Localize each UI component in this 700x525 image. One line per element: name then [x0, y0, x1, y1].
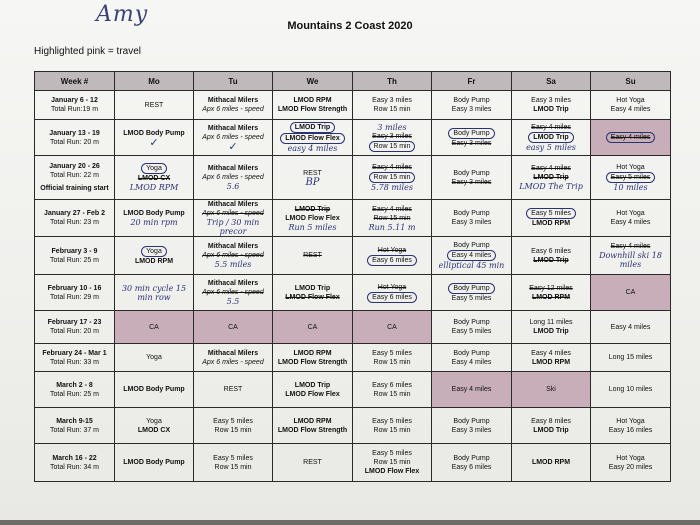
day-cell: Easy 4 miles LMOD RPM — [512, 344, 591, 372]
day-cell: Mithacal Milers Apx 6 miles - speed 5.6 — [194, 156, 273, 200]
table-row — [35, 91, 671, 120]
day-cell: Body Pump Easy 3 miles — [432, 120, 512, 156]
day-cell: CA — [194, 311, 273, 344]
day-cell: LMOD RPM LMOD Flow Strength — [273, 344, 353, 372]
training-schedule-table — [34, 71, 671, 482]
day-cell: Mithacal Milers Apx 6 miles - speed 5.5 — [194, 275, 273, 311]
day-cell: Easy 12 miles LMOD RPM — [512, 275, 591, 311]
table-row — [35, 344, 671, 372]
day-cell: Body Pump Easy 3 miles — [432, 91, 512, 120]
week-cell: January 27 - Feb 2 Total Run: 23 m — [35, 200, 115, 237]
day-cell: LMOD Trip LMOD Flow Flex Run 5 miles — [273, 200, 353, 237]
header-fr: Fr — [432, 72, 512, 91]
day-cell: CA — [273, 311, 353, 344]
day-cell: CA — [591, 275, 671, 311]
day-cell: LMOD Body Pump — [115, 372, 194, 408]
table-row — [35, 237, 671, 275]
table-row — [35, 408, 671, 444]
day-cell: Long 10 miles — [591, 372, 671, 408]
day-cell: Long 11 miles LMOD Trip — [512, 311, 591, 344]
day-cell: Easy 4 miles Row 15 min 5.78 miles — [353, 156, 432, 200]
week-cell: January 6 - 12 Total Run:19 m — [35, 91, 115, 120]
day-cell: LMOD Trip LMOD Flow Flex — [273, 275, 353, 311]
day-cell: Mithacal Milers Apx 6 miles - speed — [194, 344, 273, 372]
header-tu: Tu — [194, 72, 273, 91]
day-cell: REST — [194, 372, 273, 408]
day-cell: LMOD RPM LMOD Flow Strength — [273, 408, 353, 444]
header-week: Week # — [35, 72, 115, 91]
page-title: Mountains 2 Coast 2020 — [287, 20, 413, 32]
day-cell: Body Pump Easy 3 miles — [432, 200, 512, 237]
day-cell: Hot Yoga Easy 4 miles — [591, 200, 671, 237]
day-cell: CA — [353, 311, 432, 344]
day-cell: Easy 4 miles — [591, 311, 671, 344]
day-cell: REST — [115, 91, 194, 120]
day-cell: Body Pump Easy 4 miles elliptical 45 min — [432, 237, 512, 275]
day-cell: Mithacal Milers Apx 6 miles - speed Trip / 30 min precor — [194, 200, 273, 237]
header-mo: Mo — [115, 72, 194, 91]
legend-note: Highlighted pink = travel — [34, 46, 142, 57]
day-cell: Easy 5 miles Row 15 min — [194, 408, 273, 444]
day-cell: Hot Yoga Easy 5 miles 10 miles — [591, 156, 671, 200]
table-row — [35, 372, 671, 408]
day-cell: Easy 6 miles LMOD Trip — [512, 237, 591, 275]
day-cell: Easy 4 miles LMOD Trip easy 5 miles — [512, 120, 591, 156]
week-cell: March 9-15 Total Run: 37 m — [35, 408, 115, 444]
day-cell: Long 15 miles — [591, 344, 671, 372]
day-cell: Yoga LMOD CX — [115, 408, 194, 444]
checkmark-icon: ✓ — [149, 135, 159, 149]
table-row — [35, 200, 671, 237]
day-cell: Mithacal Milers Apx 6 miles - speed — [194, 91, 273, 120]
day-cell: Body Pump Easy 6 miles — [432, 444, 512, 482]
day-cell: LMOD Body Pump 20 min rpm — [115, 200, 194, 237]
day-cell: Easy 5 miles Row 15 min — [194, 444, 273, 482]
day-cell: Mithacal Milers Apx 6 miles - speed 5.5 miles — [194, 237, 273, 275]
table-row — [35, 120, 671, 156]
table-row — [35, 275, 671, 311]
day-cell: Easy 5 miles LMOD RPM — [512, 200, 591, 237]
day-cell: Easy 5 miles Row 15 min — [353, 344, 432, 372]
table-row — [35, 444, 671, 482]
day-cell: Easy 4 miles — [432, 372, 512, 408]
week-cell: March 2 - 8 Total Run: 25 m — [35, 372, 115, 408]
day-cell: Easy 4 miles Row 15 min Run 5.11 m — [353, 200, 432, 237]
day-cell: Hot Yoga Easy 20 miles — [591, 444, 671, 482]
header-su: Su — [591, 72, 671, 91]
day-cell: 30 min cycle 15 min row — [115, 275, 194, 311]
checkmark-icon: ✓ — [228, 140, 238, 153]
week-cell: March 16 - 22 Total Run: 34 m — [35, 444, 115, 482]
day-cell: Easy 5 miles Row 15 min — [353, 408, 432, 444]
day-cell: LMOD Body Pump ✓ — [115, 120, 194, 156]
day-cell: Hot Yoga Easy 4 miles — [591, 91, 671, 120]
week-cell: February 17 - 23 Total Run: 20 m — [35, 311, 115, 344]
day-cell: LMOD Trip LMOD Flow Flex easy 4 miles — [273, 120, 353, 156]
day-cell: LMOD Body Pump — [115, 444, 194, 482]
day-cell: Easy 3 miles Row 15 min — [353, 91, 432, 120]
day-cell: Yoga LMOD CX LMOD RPM — [115, 156, 194, 200]
day-cell: Easy 5 miles Row 15 min LMOD Flow Flex — [353, 444, 432, 482]
day-cell: Hot Yoga Easy 16 miles — [591, 408, 671, 444]
day-cell: 3 miles Easy 3 miles Row 15 min — [353, 120, 432, 156]
day-cell: Easy 4 miles Downhill ski 18 miles — [591, 237, 671, 275]
day-cell: Mithacal Milers Apx 6 miles - speed ✓ — [194, 120, 273, 156]
day-cell: Hot Yoga Easy 6 miles — [353, 275, 432, 311]
day-cell: LMOD RPM LMOD Flow Strength — [273, 91, 353, 120]
day-cell: Yoga LMOD RPM — [115, 237, 194, 275]
day-cell: Easy 6 miles Row 15 min — [353, 372, 432, 408]
day-cell: Yoga — [115, 344, 194, 372]
day-cell: Body Pump Easy 3 miles — [432, 408, 512, 444]
day-cell: LMOD Trip LMOD Flow Flex — [273, 372, 353, 408]
day-cell: Body Pump Easy 4 miles — [432, 344, 512, 372]
week-cell: February 10 - 16 Total Run: 29 m — [35, 275, 115, 311]
header-sa: Sa — [512, 72, 591, 91]
day-cell: Body Pump Easy 5 miles — [432, 275, 512, 311]
day-cell: REST — [273, 444, 353, 482]
day-cell: REST BP — [273, 156, 353, 200]
week-cell: January 20 - 26 Total Run: 22 m Official training start — [35, 156, 115, 200]
day-cell: Ski — [512, 372, 591, 408]
week-cell: January 13 - 19 Total Run: 20 m — [35, 120, 115, 156]
day-cell: Easy 4 miles LMOD Trip LMOD The Trip — [512, 156, 591, 200]
day-cell: Hot Yoga Easy 6 miles — [353, 237, 432, 275]
table-row — [35, 156, 671, 200]
header-th: Th — [353, 72, 432, 91]
day-cell: Easy 3 miles LMOD Trip — [512, 91, 591, 120]
week-cell: February 3 - 9 Total Run: 25 m — [35, 237, 115, 275]
header-we: We — [273, 72, 353, 91]
week-cell: February 24 - Mar 1 Total Run: 33 m — [35, 344, 115, 372]
table-row — [35, 311, 671, 344]
day-cell: Body Pump Easy 3 miles — [432, 156, 512, 200]
header-row — [35, 72, 671, 91]
day-cell: Easy 4 miles — [591, 120, 671, 156]
handwritten-signature: Amy — [96, 2, 149, 27]
day-cell: REST — [273, 237, 353, 275]
desk-surface — [0, 520, 700, 525]
day-cell: Body Pump Easy 5 miles — [432, 311, 512, 344]
day-cell: CA — [115, 311, 194, 344]
day-cell: LMOD RPM — [512, 444, 591, 482]
day-cell: Easy 8 miles LMOD Trip — [512, 408, 591, 444]
